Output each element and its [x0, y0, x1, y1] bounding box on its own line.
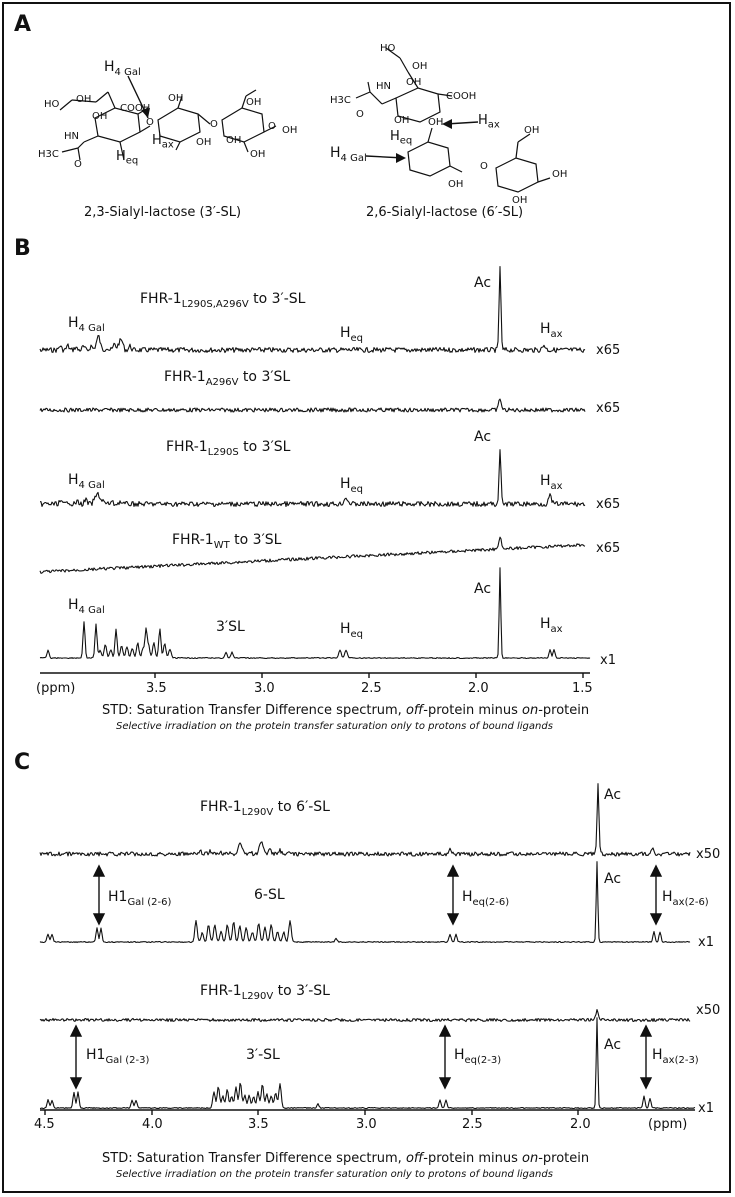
spectrum-trace	[40, 784, 690, 856]
ref-3sl-label: 3′SL	[216, 619, 245, 635]
x-tick-label: 4.0	[142, 1117, 163, 1132]
atom-label: OH	[196, 137, 212, 148]
mol2-heq-label: $H_{eq}$	[390, 129, 413, 147]
peak-ac-label: Ac	[474, 429, 492, 445]
peak-heq-label: $H_{eq(2-3)}$	[454, 1047, 502, 1066]
peak-h4-label: $H_{4 Gal}$	[68, 472, 105, 491]
atom-label: O	[210, 119, 218, 130]
x-tick-label: 2.5	[462, 1117, 483, 1132]
mol1-h4-label: $H_{4 Gal}$	[104, 59, 141, 78]
peak-heq-label: $H_{eq}$	[340, 476, 364, 495]
ref-3sl-label: 3′-SL	[246, 1047, 280, 1063]
atom-label: OH	[524, 125, 540, 136]
x-tick-label: 3.0	[356, 1117, 377, 1132]
spectrum-trace	[40, 399, 585, 412]
atom-label: OH	[412, 61, 428, 72]
x-tick-label: 3.5	[248, 1117, 269, 1132]
x-tick-label: 1.5	[572, 681, 593, 696]
atom-label: O	[356, 109, 364, 120]
x-tick-label: 2.0	[570, 1117, 591, 1132]
peak-hax-label: $H_{ax}$	[540, 321, 563, 340]
trace-label: FHR-$1_{WT}$ to 3′SL	[172, 532, 282, 551]
atom-label: COOH	[120, 103, 151, 114]
atom-label: H3C	[330, 95, 351, 106]
atom-label: COOH	[446, 91, 477, 102]
trace-label: FHR-$1_{L290V}$ to 6′-SL	[200, 799, 330, 818]
atom-label: OH	[250, 149, 266, 160]
mol1-heq-label: $H_{eq}$	[116, 149, 139, 167]
atom-label: OH	[76, 94, 92, 105]
atom-label: HN	[64, 131, 79, 142]
atom-label: OH	[92, 111, 108, 122]
scale-label: x1	[698, 935, 714, 950]
peak-heq-label: $H_{eq(2-6)}$	[462, 889, 510, 908]
peak-h1-label: $H1_{Gal (2-6)}$	[108, 889, 172, 908]
trace-label: FHR-$1_{L290V}$ to 3′-SL	[200, 983, 330, 1002]
x-tick-label: 3.0	[254, 681, 275, 696]
trace-label: FHR-$1_{L290S,A296V}$ to 3′-SL	[140, 291, 306, 310]
x-tick-label: 2.0	[468, 681, 489, 696]
peak-h1-label: $H1_{Gal (2-3)}$	[86, 1047, 150, 1066]
panel-b-letter: B	[14, 236, 31, 261]
peak-hax-label: $H_{ax}$	[540, 473, 563, 492]
ref-6sl-label: 6-SL	[254, 887, 285, 903]
atom-label: OH	[448, 179, 464, 190]
peak-h4-label: $H_{4 Gal}$	[68, 597, 105, 616]
atom-label: H3C	[38, 149, 59, 160]
atom-label: HN	[376, 81, 391, 92]
peak-ac-label: Ac	[474, 275, 492, 291]
panel-c-subcaption: Selective irradiation on the protein transfer saturation only to protons of bound ligands	[116, 1169, 553, 1180]
atom-label: OH	[512, 195, 528, 206]
peak-ac-label: Ac	[604, 787, 622, 803]
peak-hax-label: $H_{ax(2-3)}$	[652, 1047, 699, 1066]
scale-label: x1	[600, 653, 616, 668]
x-tick-label: 2.5	[361, 681, 382, 696]
scale-label: x50	[696, 1003, 721, 1018]
spectrum-trace	[40, 568, 590, 659]
mol2-caption: 2,6-Sialyl-lactose (6′-SL)	[366, 205, 524, 220]
scale-label: x65	[596, 343, 621, 358]
atom-label: HO	[44, 99, 60, 110]
x-axis-unit: (ppm)	[36, 681, 76, 696]
atom-label: OH	[226, 135, 242, 146]
panel-c-caption: STD: Saturation Transfer Difference spectrum, off-protein minus on-protein	[102, 1151, 590, 1166]
atom-label: OH	[168, 93, 184, 104]
panel-b-subcaption: Selective irradiation on the protein transfer saturation only to protons of bound ligands	[116, 721, 553, 732]
peak-ac-label: Ac	[474, 581, 492, 597]
peak-heq-label: $H_{eq}$	[340, 621, 364, 640]
atom-label: OH	[246, 97, 262, 108]
x-axis-unit: (ppm)	[648, 1117, 688, 1132]
spectrum-trace	[40, 1010, 690, 1022]
peak-heq-label: $H_{eq}$	[340, 325, 364, 344]
mol1-caption: 2,3-Sialyl-lactose (3′-SL)	[84, 205, 242, 220]
atom-label: O	[268, 121, 276, 132]
spectrum-trace	[40, 450, 585, 507]
atom-label: HO	[380, 43, 396, 54]
mol2-h4-label: $H_{4 Gal}$	[330, 145, 367, 164]
panel-b-caption: STD: Saturation Transfer Difference spectrum, off-protein minus on-protein	[102, 703, 590, 718]
spectrum-trace	[40, 537, 585, 573]
panel-a-letter: A	[14, 12, 32, 37]
peak-hax-label: $H_{ax}$	[540, 616, 563, 635]
mol2-hax-label: $H_{ax}$	[478, 113, 500, 131]
atom-label: O	[74, 159, 82, 170]
scale-label: x1	[698, 1101, 714, 1116]
peak-ac-label: Ac	[604, 1037, 622, 1053]
scale-label: x65	[596, 497, 621, 512]
atom-label: OH	[406, 77, 422, 88]
atom-label: OH	[394, 115, 410, 126]
trace-label: FHR-$1_{L290S}$ to 3′SL	[166, 439, 291, 458]
atom-label: O	[480, 161, 488, 172]
scale-label: x65	[596, 541, 621, 556]
mol1-hax-label: $H_{ax}$	[152, 133, 174, 151]
atom-label: O	[146, 117, 154, 128]
scale-label: x50	[696, 847, 721, 862]
spectrum-trace	[40, 267, 585, 353]
x-tick-label: 3.5	[146, 681, 167, 696]
peak-hax-label: $H_{ax(2-6)}$	[662, 889, 709, 908]
peak-h4-label: $H_{4 Gal}$	[68, 315, 105, 334]
x-tick-label: 4.5	[34, 1117, 55, 1132]
peak-ac-label: Ac	[604, 871, 622, 887]
atom-label: OH	[552, 169, 568, 180]
trace-label: FHR-$1_{A296V}$ to 3′SL	[164, 369, 291, 388]
panel-c-letter: C	[14, 750, 31, 775]
atom-label: OH	[428, 117, 444, 128]
scale-label: x65	[596, 401, 621, 416]
atom-label: OH	[282, 125, 298, 136]
